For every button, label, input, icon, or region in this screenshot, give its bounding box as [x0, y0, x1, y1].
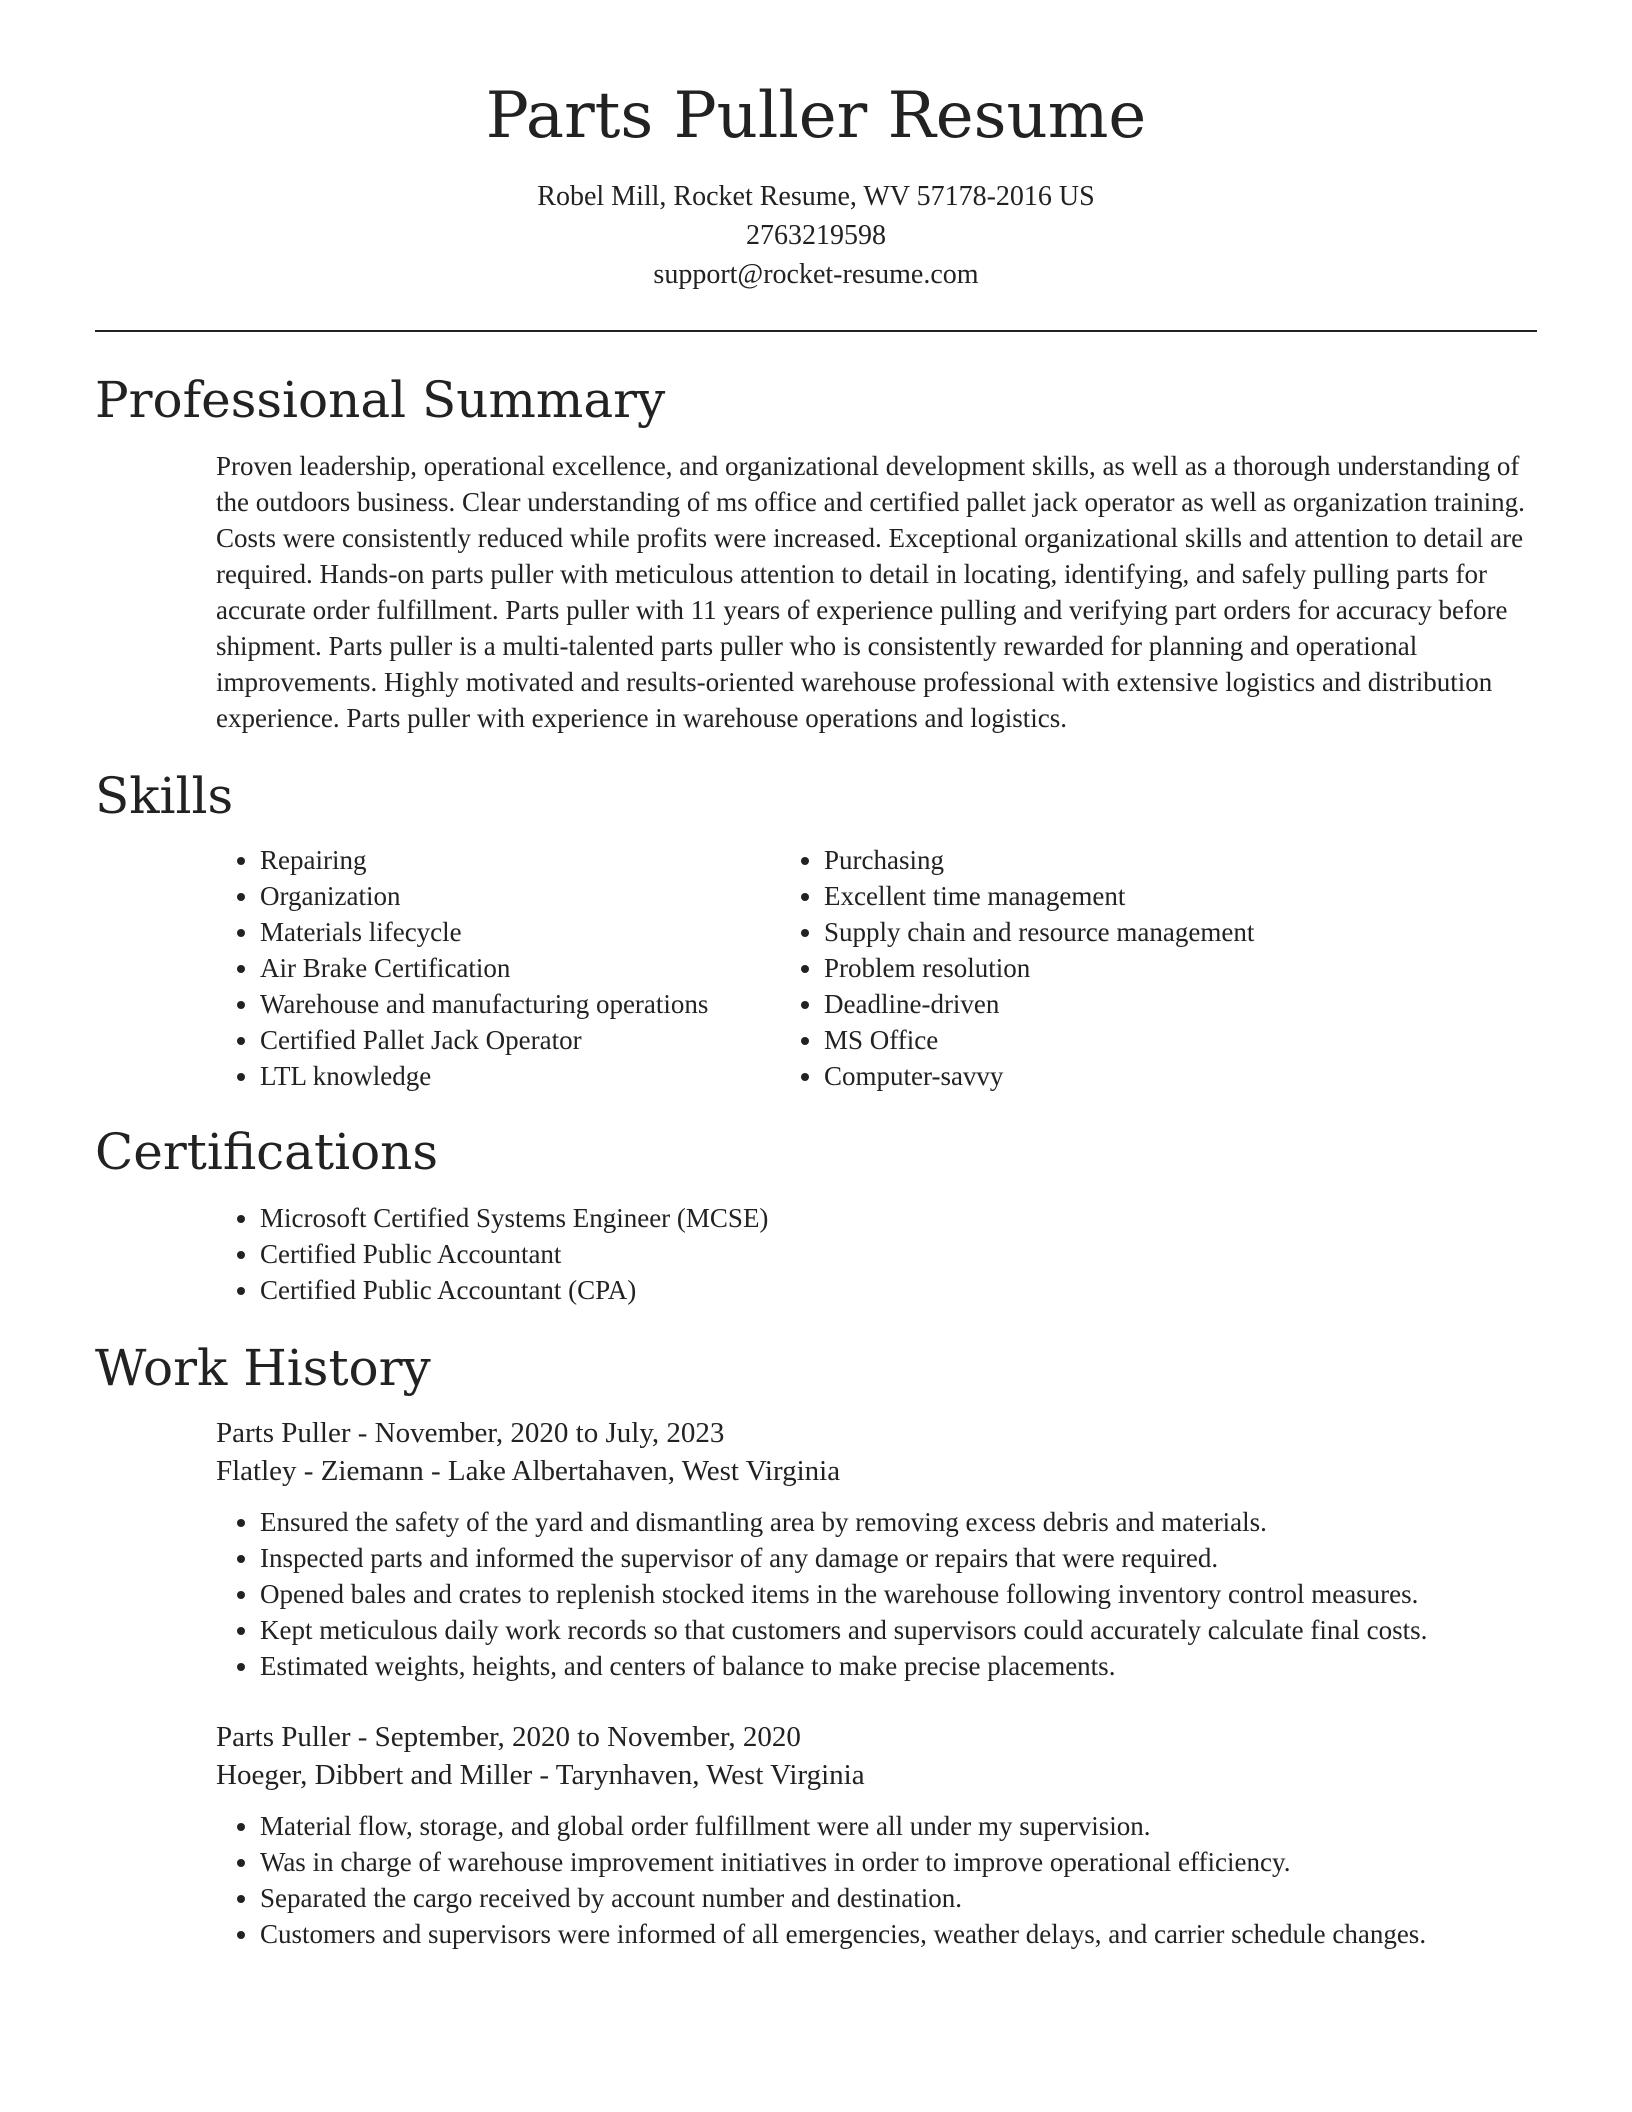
resume-title: Parts Puller Resume: [485, 79, 1147, 153]
job-title-line: Parts Puller - November, 2020 to July, 2023: [216, 1416, 725, 1449]
skill-item: • Deadline-driven: [824, 986, 1344, 1022]
skill-item: • Materials lifecycle: [260, 914, 780, 950]
job-duty-item: • Kept meticulous daily work records so that customers and supervisors could accurately calculate final costs.: [260, 1612, 1537, 1648]
job-duty-item: • Was in charge of warehouse improvement initiatives in order to improve operational efficiency.: [260, 1844, 1537, 1880]
contact-address: Robel Mill, Rocket Resume, WV 57178-2016 US: [537, 180, 1095, 212]
job-company-line: Flatley - Ziemann - Lake Albertahaven, West Virginia: [216, 1454, 841, 1487]
skill-item: • Problem resolution: [824, 950, 1344, 986]
job-duty-item: • Opened bales and crates to replenish stocked items in the warehouse following inventory control measures.: [260, 1576, 1537, 1612]
skill-item: • Certified Pallet Jack Operator: [260, 1022, 780, 1058]
job-entry: [216, 1718, 1537, 1952]
skill-item: • Air Brake Certification: [260, 950, 780, 986]
section-heading-work-history: Work History: [95, 1338, 431, 1397]
job-duty-item: • Estimated weights, heights, and centers of balance to make precise placements.: [260, 1648, 1537, 1684]
job-duties-list: [216, 1504, 1537, 1684]
skills-list-left: [95, 842, 780, 1094]
skills-section: [95, 766, 1537, 1094]
contact-info: [95, 177, 1537, 294]
certification-item: • Microsoft Certified Systems Engineer (MCSE): [260, 1200, 1537, 1236]
skill-item: • Warehouse and manufacturing operations: [260, 986, 780, 1022]
contact-email: support@rocket-resume.com: [653, 258, 979, 290]
job-duty-item: • Ensured the safety of the yard and dismantling area by removing excess debris and materials.: [260, 1504, 1537, 1540]
resume-header: [95, 0, 1537, 294]
work-history-section: [95, 1338, 1537, 1952]
job-duty-item: • Inspected parts and informed the supervisor of any damage or repairs that were required.: [260, 1540, 1537, 1576]
job-duty-item: • Separated the cargo received by account number and destination.: [260, 1880, 1537, 1916]
skills-list-right: [780, 842, 1344, 1094]
certification-item: • Certified Public Accountant (CPA): [260, 1272, 1537, 1308]
job-duty-item: • Material flow, storage, and global order fulfillment were all under my supervision.: [260, 1808, 1537, 1844]
skill-item: • MS Office: [824, 1022, 1344, 1058]
header-divider: [95, 330, 1537, 332]
certifications-list: [95, 1200, 1537, 1308]
professional-summary-section: [95, 370, 1537, 736]
skill-item: • LTL knowledge: [260, 1058, 780, 1094]
section-heading-skills: Skills: [95, 766, 234, 825]
skill-item: • Computer-savvy: [824, 1058, 1344, 1094]
section-heading-summary: Professional Summary: [95, 370, 666, 429]
section-heading-certifications: Certifications: [95, 1122, 439, 1181]
certifications-section: [95, 1122, 1537, 1308]
contact-phone: 2763219598: [746, 219, 886, 251]
job-duties-list: [216, 1808, 1537, 1952]
job-entry: [216, 1414, 1537, 1684]
skill-item: • Repairing: [260, 842, 780, 878]
skill-item: • Supply chain and resource management: [824, 914, 1344, 950]
job-company-line: Hoeger, Dibbert and Miller - Tarynhaven, West Virginia: [216, 1758, 865, 1791]
job-duty-item: • Customers and supervisors were informed of all emergencies, weather delays, and carrier schedule changes.: [260, 1916, 1537, 1952]
skill-item: • Excellent time management: [824, 878, 1344, 914]
skill-item: • Purchasing: [824, 842, 1344, 878]
skills-columns: [95, 842, 1537, 1094]
job-title-line: Parts Puller - September, 2020 to November, 2020: [216, 1720, 801, 1753]
summary-paragraph: Proven leadership, operational excellence, and organizational development skills, as well as a thorough understanding of the outdoors business. Clear understanding of ms office and certified pallet jack operator as well as organization training. Costs were consistently reduced while profits were increased. Exceptional organizational skills and attention to detail are required. Hands-on parts puller with meticulous attention to detail in locating, identifying, and safely pulling parts for accurate order fulfillment. Parts puller with 11 years of experience pulling and verifying part orders for accuracy before shipment. Parts puller is a multi-talented parts puller who is consistently rewarded for planning and operational improvements. Highly motivated and results-oriented warehouse professional with extensive logistics and distribution experience. Parts puller with experience in warehouse operations and logistics.: [216, 450, 1525, 733]
skill-item: • Organization: [260, 878, 780, 914]
certification-item: • Certified Public Accountant: [260, 1236, 1537, 1272]
